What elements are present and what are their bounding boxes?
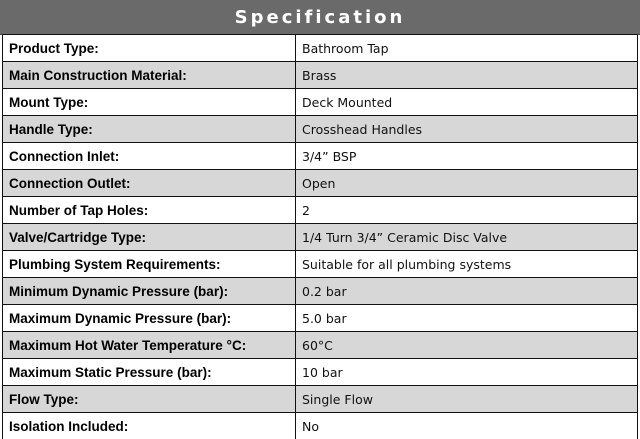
spec-value: Suitable for all plumbing systems bbox=[296, 251, 638, 278]
spec-value: No bbox=[296, 413, 638, 439]
spec-row-connection-outlet bbox=[3, 170, 638, 197]
specification-table bbox=[2, 34, 638, 439]
spec-label: Isolation Included: bbox=[3, 413, 296, 439]
spec-row-minimum-dynamic-pressure bbox=[3, 278, 638, 305]
spec-value: 1/4 Turn 3/4” Ceramic Disc Valve bbox=[296, 224, 638, 251]
spec-value: Open bbox=[296, 170, 638, 197]
spec-row-plumbing-system-requirements bbox=[3, 251, 638, 278]
spec-value: 5.0 bar bbox=[296, 305, 638, 332]
spec-label: Valve/Cartridge Type: bbox=[3, 224, 296, 251]
spec-label: Maximum Dynamic Pressure (bar): bbox=[3, 305, 296, 332]
spec-label: Number of Tap Holes: bbox=[3, 197, 296, 224]
spec-label: Handle Type: bbox=[3, 116, 296, 143]
spec-row-maximum-hot-water-temperature bbox=[3, 332, 638, 359]
spec-row-maximum-dynamic-pressure bbox=[3, 305, 638, 332]
spec-label: Maximum Static Pressure (bar): bbox=[3, 359, 296, 386]
spec-value: Bathroom Tap bbox=[296, 35, 638, 62]
spec-label: Plumbing System Requirements: bbox=[3, 251, 296, 278]
spec-row-product-type bbox=[3, 35, 638, 62]
spec-label: Flow Type: bbox=[3, 386, 296, 413]
spec-value: Single Flow bbox=[296, 386, 638, 413]
spec-label: Minimum Dynamic Pressure (bar): bbox=[3, 278, 296, 305]
spec-value: Deck Mounted bbox=[296, 89, 638, 116]
spec-label: Connection Inlet: bbox=[3, 143, 296, 170]
spec-row-main-construction-material bbox=[3, 62, 638, 89]
spec-row-isolation-included bbox=[3, 413, 638, 439]
spec-label: Product Type: bbox=[3, 35, 296, 62]
spec-row-mount-type bbox=[3, 89, 638, 116]
spec-row-flow-type bbox=[3, 386, 638, 413]
specification-header bbox=[0, 0, 640, 35]
spec-row-handle-type bbox=[3, 116, 638, 143]
spec-value: 60°C bbox=[296, 332, 638, 359]
spec-label: Connection Outlet: bbox=[3, 170, 296, 197]
spec-value: 2 bbox=[296, 197, 638, 224]
spec-value: 10 bar bbox=[296, 359, 638, 386]
spec-value: Brass bbox=[296, 62, 638, 89]
spec-row-number-of-tap-holes bbox=[3, 197, 638, 224]
spec-row-maximum-static-pressure bbox=[3, 359, 638, 386]
spec-value: 0.2 bar bbox=[296, 278, 638, 305]
spec-label: Maximum Hot Water Temperature °C: bbox=[3, 332, 296, 359]
spec-label: Mount Type: bbox=[3, 89, 296, 116]
spec-value: 3/4” BSP bbox=[296, 143, 638, 170]
spec-row-connection-inlet bbox=[3, 143, 638, 170]
spec-row-valve-cartridge-type bbox=[3, 224, 638, 251]
spec-label: Main Construction Material: bbox=[3, 62, 296, 89]
specification-title: Specification bbox=[234, 6, 406, 28]
spec-value: Crosshead Handles bbox=[296, 116, 638, 143]
